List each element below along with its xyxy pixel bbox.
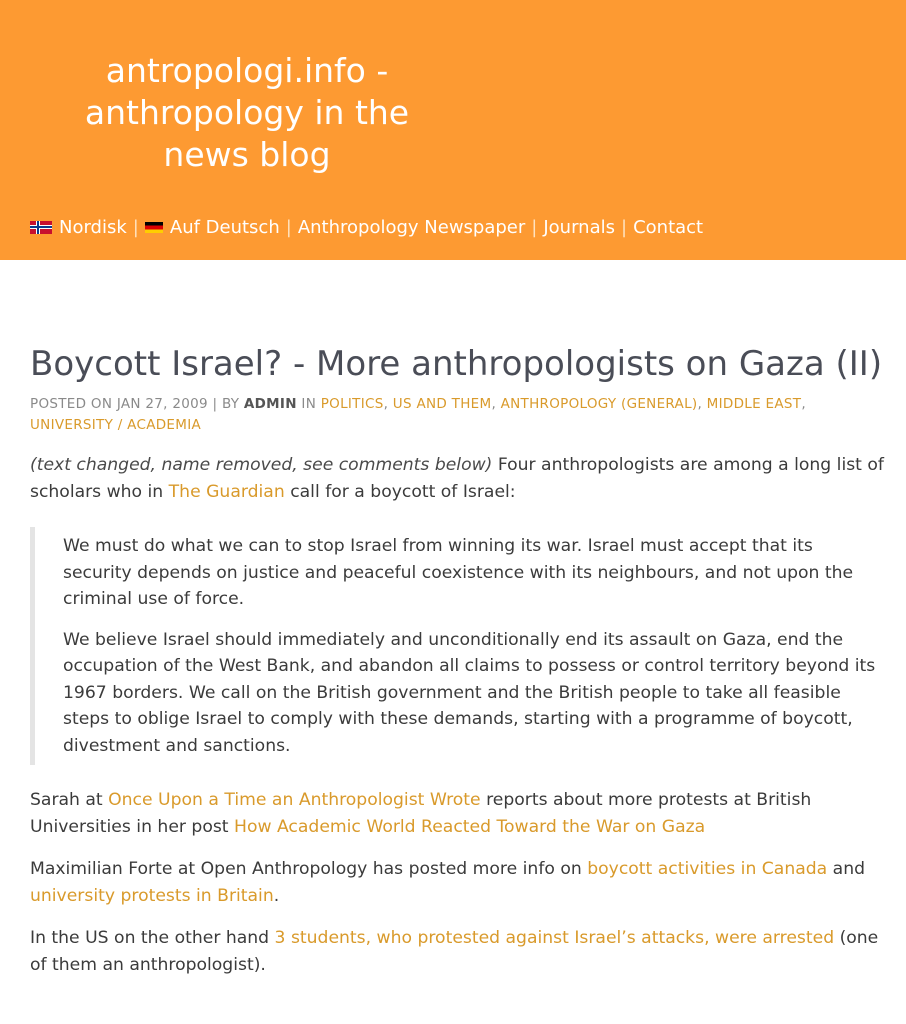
category-link[interactable]: UNIVERSITY / ACADEMIA bbox=[30, 417, 202, 433]
norway-flag-icon bbox=[30, 221, 52, 234]
text: . bbox=[273, 885, 280, 906]
edit-note: (text changed, name removed, see comments below) bbox=[30, 455, 493, 475]
category-link[interactable]: ANTHROPOLOGY (GENERAL) bbox=[500, 396, 698, 412]
quote-paragraph: We believe Israel should immediately and unconditionally end its assault on Gaza, end the occupation of the West Bank, and abandon all claims to possess or control territory beyond its 1967 borders. We call on the British government and the British people to take all feasible steps to oblige Israel to comply with these demands, starting with a programme of boycott, divestment and sanctions. bbox=[63, 629, 876, 756]
nav-item-contact[interactable]: Contact bbox=[633, 217, 704, 238]
site-title[interactable]: antropologi.info - anthropology in the news blog bbox=[84, 51, 410, 174]
top-nav bbox=[30, 217, 703, 238]
forte-paragraph bbox=[30, 856, 890, 909]
quote-paragraph: We must do what we can to stop Israel from winning its war. Israel must accept that its security depends on justice and peaceful coexistence with its neighbours, and not upon the criminal use of force. bbox=[63, 536, 854, 609]
category-link[interactable]: MIDDLE EAST bbox=[706, 396, 802, 412]
nav-item-journals[interactable]: Journals bbox=[543, 217, 615, 238]
nav-separator: | bbox=[531, 217, 538, 238]
germany-flag-icon bbox=[145, 222, 163, 233]
nav-separator: | bbox=[285, 217, 292, 238]
text: Maximilian Forte at Open Anthropology has posted more info on bbox=[30, 859, 588, 879]
text: reports about more protests at British Universities in her post bbox=[30, 790, 812, 837]
sarah-paragraph bbox=[30, 787, 890, 840]
post-meta: POSTED ON JAN 27, 2009 | BY ADMIN IN POLITICS, US AND THEM, ANTHROPOLOGY (GENERAL), MIDDLE EAST, UNIVERSITY / ACADEMIA bbox=[30, 396, 806, 433]
intro-text: Four anthropologists are among a long list of scholars who in bbox=[30, 455, 884, 502]
text: In the US on the other hand bbox=[30, 928, 275, 948]
guardian-quote bbox=[30, 527, 883, 765]
academic-world-link[interactable]: How Academic World Reacted Toward the War on Gaza bbox=[234, 816, 706, 837]
category-link[interactable]: POLITICS bbox=[320, 396, 384, 412]
post-content bbox=[30, 300, 890, 978]
university-protests-link[interactable]: university protests in Britain bbox=[30, 885, 274, 906]
post-title[interactable]: Boycott Israel? - More anthropologists on Gaza (II) bbox=[30, 344, 883, 384]
text: Sarah at bbox=[30, 790, 109, 810]
boycott-canada-link[interactable]: boycott activities in Canada bbox=[587, 859, 828, 879]
us-paragraph bbox=[30, 925, 890, 978]
nav-separator: | bbox=[621, 217, 628, 238]
guardian-link[interactable]: The Guardian bbox=[168, 481, 285, 502]
in-label: IN bbox=[301, 396, 317, 412]
category-link[interactable]: US AND THEM bbox=[392, 396, 492, 412]
post-author[interactable]: ADMIN bbox=[243, 396, 297, 412]
nav-item-auf-deutsch[interactable]: Auf Deutsch bbox=[169, 217, 280, 238]
intro-text-end: call for a boycott of Israel: bbox=[284, 481, 516, 502]
nav-separator: | bbox=[132, 217, 139, 238]
post-date: POSTED ON JAN 27, 2009 bbox=[30, 396, 208, 412]
site-header bbox=[0, 0, 906, 260]
nav-item-anthropology-newspaper[interactable]: Anthropology Newspaper bbox=[297, 217, 526, 238]
once-upon-a-time-link[interactable]: Once Upon a Time an Anthropologist Wrote bbox=[108, 790, 481, 810]
students-arrested-link[interactable]: 3 students, who protested against Israel’s attacks, were arrested bbox=[274, 928, 835, 948]
by-label: | BY bbox=[212, 396, 240, 412]
text: (one of them an anthropologist). bbox=[30, 928, 879, 975]
text: and bbox=[827, 859, 866, 879]
intro-paragraph bbox=[30, 452, 890, 505]
nav-item-nordisk[interactable]: Nordisk bbox=[59, 217, 127, 238]
